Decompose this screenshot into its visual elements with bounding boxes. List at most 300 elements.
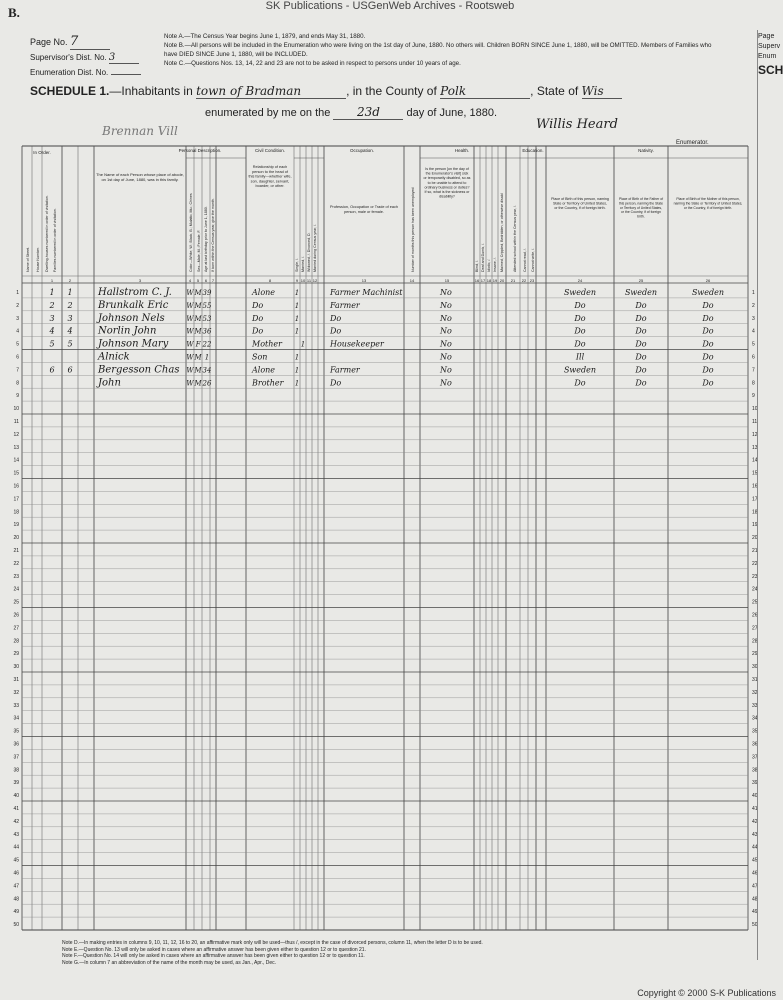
line-number-right: 24 bbox=[752, 586, 758, 593]
column-header-c1a: Name of Street. bbox=[26, 246, 30, 272]
column-header-c24: or the Country, if of foreign birth. bbox=[554, 206, 606, 211]
column-header-c6: Age at last birthday prior to June 1, 1880. bbox=[204, 206, 208, 272]
line-number-right: 38 bbox=[752, 767, 758, 774]
column-header-c16: Blind, /. bbox=[475, 260, 479, 272]
line-number-left: 38 bbox=[13, 767, 19, 774]
relationship-value: Son bbox=[252, 352, 268, 362]
birthplace-value: Do bbox=[574, 378, 586, 388]
line-number-left: 48 bbox=[13, 896, 19, 903]
line-number-right: 40 bbox=[752, 793, 758, 800]
town-value: town of Bradman bbox=[196, 84, 346, 99]
column-number: 13 bbox=[361, 278, 367, 283]
line-number-right: 20 bbox=[752, 535, 758, 542]
mother-birthplace-value: Do bbox=[702, 352, 714, 362]
column-number: 2 bbox=[68, 278, 72, 283]
person-name: Norlin John bbox=[98, 325, 157, 337]
birthplace-value: Do bbox=[574, 313, 586, 323]
age-value: 1 bbox=[204, 353, 210, 362]
sex-value: F bbox=[195, 340, 201, 349]
line-number-left: 35 bbox=[13, 728, 19, 735]
column-number: 6 bbox=[204, 278, 208, 283]
line-number-right: 42 bbox=[752, 818, 758, 825]
line-number-right: 28 bbox=[752, 638, 758, 645]
father-birthplace-value: Sweden bbox=[624, 288, 658, 297]
line-number-left: 2 bbox=[16, 302, 19, 309]
single-mark: 1 bbox=[294, 379, 300, 388]
faded-stamp: Brennan Vill bbox=[102, 124, 178, 138]
sex-value: M bbox=[194, 353, 202, 362]
line-number-right: 27 bbox=[752, 625, 758, 632]
column-header-c2: Families numbered in order of visitation. bbox=[53, 208, 57, 272]
person-name: Bergesson Chas bbox=[98, 364, 180, 376]
relationship-value: Do bbox=[252, 326, 264, 336]
column-number: 25 bbox=[638, 278, 644, 283]
line-number-left: 4 bbox=[16, 328, 19, 335]
line-number-left: 19 bbox=[13, 522, 19, 529]
age-value: 36 bbox=[202, 327, 212, 336]
family-number: 6 bbox=[67, 365, 73, 375]
line-number-left: 1 bbox=[16, 290, 19, 296]
column-header-c25: Place of Birth of the Father of bbox=[618, 197, 664, 201]
relationship-value: Do bbox=[252, 313, 264, 323]
column-header-c1b: House Number. bbox=[36, 247, 40, 272]
column-number: 23 bbox=[529, 278, 535, 283]
line-number-right: 43 bbox=[752, 831, 758, 838]
person-name: Alnick bbox=[98, 351, 130, 363]
group-header-health: Health. bbox=[454, 148, 470, 153]
line-number-right: 44 bbox=[752, 844, 758, 851]
age-value: 53 bbox=[202, 314, 212, 323]
adjacent-supervisor-label: Superv bbox=[758, 43, 781, 50]
group-header-occupation: Occupation. bbox=[349, 148, 375, 153]
occupation-value: Do bbox=[330, 326, 342, 336]
mother-birthplace-value: Do bbox=[702, 339, 714, 349]
line-number-right: 10 bbox=[752, 406, 758, 413]
line-number-left: 33 bbox=[13, 702, 19, 709]
sex-value: M bbox=[194, 301, 202, 310]
line-number-right: 29 bbox=[752, 651, 758, 658]
group-header-nativity: Nativity. bbox=[638, 148, 654, 153]
age-value: 22 bbox=[202, 340, 212, 349]
line-number-left: 24 bbox=[13, 586, 19, 593]
occupation-value: Farmer bbox=[330, 300, 360, 310]
color-value: W bbox=[186, 301, 194, 310]
dwelling-number: 5 bbox=[49, 339, 55, 349]
line-number-left: 22 bbox=[13, 560, 19, 567]
line-number-left: 40 bbox=[13, 793, 19, 800]
line-number-left: 11 bbox=[13, 419, 19, 425]
group-header-education: Education. bbox=[522, 148, 544, 153]
occupation-value: Farmer bbox=[330, 365, 360, 375]
family-number: 5 bbox=[67, 339, 73, 349]
supervisor-dist-value: 3 bbox=[109, 52, 139, 64]
line-number-left: 17 bbox=[13, 496, 19, 503]
line-number-left: 25 bbox=[13, 599, 19, 606]
note-c: Note C.—Questions Nos. 13, 14, 22 and 23 are not to be asked in respect to persons under 10 years of age. bbox=[164, 60, 461, 67]
column-header-c9: Single, /. bbox=[295, 258, 299, 272]
line-number-left: 49 bbox=[13, 909, 19, 916]
line-number-left: 50 bbox=[13, 922, 19, 929]
line-number-left: 39 bbox=[13, 780, 19, 787]
column-number: 26 bbox=[705, 278, 711, 283]
line-number-left: 27 bbox=[13, 625, 19, 632]
color-value: W bbox=[186, 366, 194, 375]
column-header-c25: or the Country, if of foreign bbox=[621, 210, 661, 215]
column-number: 4 bbox=[188, 278, 192, 283]
column-number: 21 bbox=[510, 278, 516, 283]
line-number-left: 21 bbox=[13, 548, 19, 554]
family-number: 3 bbox=[67, 313, 73, 323]
column-header-c13: Profession, Occupation or Trade of each bbox=[330, 205, 398, 209]
single-mark: 1 bbox=[294, 327, 300, 336]
line-number-left: 36 bbox=[13, 741, 19, 748]
line-number-right: 9 bbox=[752, 393, 755, 400]
adjacent-schedule-label: SCH bbox=[758, 63, 783, 77]
line-number-right: 48 bbox=[752, 896, 758, 903]
column-header-c3: on 1st day of June, 1880, was in this family. bbox=[101, 177, 179, 182]
page-number-value: 7 bbox=[70, 34, 110, 50]
line-number-left: 46 bbox=[13, 870, 19, 877]
column-header-c8: this family—whether wife, bbox=[248, 174, 292, 179]
column-number: 17 bbox=[480, 278, 486, 283]
mother-birthplace-value: Do bbox=[702, 378, 714, 388]
archive-banner: SK Publications - USGenWeb Archives - Rootsweb bbox=[265, 0, 515, 12]
line-number-left: 34 bbox=[13, 715, 19, 722]
enumerator-signature: Willis Heard bbox=[536, 117, 618, 132]
line-number-right: 33 bbox=[752, 702, 758, 709]
column-header-c25: or Territory of United States, bbox=[619, 205, 663, 210]
line-number-left: 37 bbox=[13, 754, 19, 761]
sex-value: M bbox=[194, 379, 202, 388]
sex-value: M bbox=[194, 289, 202, 297]
birthplace-value: Ill bbox=[575, 352, 585, 362]
occupation-value: Do bbox=[330, 378, 342, 388]
column-header-c22: Cannot read, /. bbox=[523, 248, 527, 272]
color-value: W bbox=[186, 379, 194, 388]
column-number: 19 bbox=[492, 278, 498, 283]
column-number: 8 bbox=[268, 278, 272, 283]
adjacent-page-edge bbox=[757, 30, 781, 960]
mother-birthplace-value: Do bbox=[702, 300, 714, 310]
column-header-c26: naming the State or Territory of United States, bbox=[673, 201, 743, 206]
column-number: 10 bbox=[300, 278, 306, 283]
line-number-right: 17 bbox=[752, 496, 758, 503]
line-number-right: 45 bbox=[752, 857, 758, 864]
line-number-left: 6 bbox=[16, 354, 19, 361]
column-number: 20 bbox=[499, 278, 505, 283]
column-header-c15: to be unable to attend to bbox=[427, 180, 467, 185]
line-number-right: 8 bbox=[752, 380, 755, 387]
father-birthplace-value: Do bbox=[635, 378, 647, 388]
footnote-f: Note F.—Question No. 14 will only be asked in cases where an affirmative answer has been given either to question 12 or to question 11. bbox=[62, 953, 365, 960]
line-number-left: 14 bbox=[13, 457, 19, 464]
sex-value: M bbox=[194, 366, 202, 375]
column-header-c19: Insane, /. bbox=[493, 257, 497, 272]
sex-value: M bbox=[194, 327, 202, 336]
line-number-right: 22 bbox=[752, 560, 758, 567]
line-number-left: 23 bbox=[13, 573, 19, 580]
occupation-value: Farmer Machinist bbox=[330, 288, 403, 297]
line-number-left: 42 bbox=[13, 818, 19, 825]
column-header-c15: ordinary business or duties? bbox=[424, 185, 470, 190]
state-value: Wis bbox=[582, 84, 622, 99]
line-number-right: 2 bbox=[752, 302, 755, 309]
line-number-left: 44 bbox=[13, 844, 19, 851]
age-value: 55 bbox=[202, 301, 212, 310]
line-number-right: 31 bbox=[752, 677, 758, 683]
line-number-left: 28 bbox=[13, 638, 19, 645]
line-number-right: 21 bbox=[752, 548, 758, 554]
line-number-right: 5 bbox=[752, 341, 755, 348]
schedule-line: SCHEDULE 1.—Inhabitants in town of Bradman , in the County of Polk , State of Wis bbox=[30, 84, 622, 99]
column-number: 1 bbox=[50, 278, 54, 283]
column-header-c25: this person, naming the State bbox=[618, 201, 664, 206]
column-number: 11 bbox=[306, 278, 312, 283]
line-number-left: 8 bbox=[16, 380, 19, 387]
line-number-left: 3 bbox=[16, 315, 19, 322]
color-value: W bbox=[186, 340, 194, 349]
line-number-right: 6 bbox=[752, 354, 755, 361]
column-header-c14: Number of months this person has been unemployed bbox=[411, 187, 415, 272]
column-header-c8: Relationship of each bbox=[252, 165, 288, 169]
column-header-c5: Sex—Male, M.; Female, F. bbox=[197, 229, 201, 272]
line-number-right: 34 bbox=[752, 715, 758, 722]
enumeration-dist-field: Enumeration Dist. No. bbox=[30, 68, 141, 77]
line-number-left: 29 bbox=[13, 651, 19, 658]
column-header-c26: or the Country, if of foreign birth. bbox=[683, 205, 733, 210]
column-header-c15: If so, what is the sickness or bbox=[424, 190, 470, 194]
line-number-right: 16 bbox=[752, 483, 758, 490]
sickness-value: No bbox=[440, 339, 452, 349]
occupation-value: Do bbox=[330, 313, 342, 323]
column-number: 16 bbox=[474, 278, 480, 283]
group-header-civil: Civil Condition. bbox=[254, 148, 286, 153]
relationship-value: Brother bbox=[252, 378, 284, 388]
father-birthplace-value: Do bbox=[635, 300, 647, 310]
dwelling-number: 4 bbox=[49, 326, 55, 336]
line-number-left: 41 bbox=[13, 806, 19, 812]
column-header-c3: The Name of each Person whose place of abode, bbox=[96, 172, 184, 177]
line-number-right: 39 bbox=[752, 780, 758, 787]
single-mark: 1 bbox=[294, 314, 300, 323]
line-number-left: 10 bbox=[13, 406, 19, 413]
mother-birthplace-value: Do bbox=[702, 365, 714, 375]
line-number-left: 9 bbox=[16, 393, 19, 400]
line-number-right: 7 bbox=[752, 367, 755, 374]
line-number-right: 32 bbox=[752, 689, 758, 696]
column-header-c8: son, daughter, servant, bbox=[250, 179, 290, 184]
sickness-value: No bbox=[440, 300, 452, 310]
line-number-left: 31 bbox=[13, 677, 19, 683]
supervisor-dist-field: Supervisor's Dist. No. 3 bbox=[30, 52, 139, 64]
line-number-right: 19 bbox=[752, 522, 758, 529]
column-header-c17: Deaf and Dumb, /. bbox=[481, 242, 485, 272]
relationship-value: Alone bbox=[252, 365, 276, 375]
line-number-right: 30 bbox=[752, 664, 758, 671]
column-header-c20: Maimed, Crippled, Bedridden, or otherwise disabl bbox=[500, 193, 504, 272]
column-header-c10: Married, /. bbox=[301, 255, 305, 272]
column-header-c15: disability? bbox=[439, 194, 455, 199]
line-number-left: 16 bbox=[13, 483, 19, 490]
line-number-left: 13 bbox=[13, 444, 19, 451]
dwelling-number: 2 bbox=[49, 300, 55, 310]
color-value: W bbox=[186, 289, 194, 297]
footnote-g: Note G.—In column 7 an abbreviation of the name of the month may be used, as Jan., Apr., Dec. bbox=[62, 959, 277, 966]
line-number-right: 3 bbox=[752, 315, 755, 322]
birthplace-value: Do bbox=[574, 326, 586, 336]
line-number-left: 7 bbox=[16, 367, 19, 374]
column-header-c25: birth. bbox=[637, 214, 645, 219]
line-number-right: 14 bbox=[752, 457, 758, 464]
column-header-c13: person, male or female. bbox=[344, 209, 384, 214]
line-number-right: 35 bbox=[752, 728, 758, 735]
column-number: 18 bbox=[486, 278, 492, 283]
single-mark: 1 bbox=[294, 366, 300, 375]
group-header-personal: Personal Description. bbox=[178, 148, 222, 153]
column-header-c26: Place of Birth of the Mother of this person, bbox=[676, 197, 740, 201]
relationship-value: Do bbox=[252, 300, 264, 310]
sickness-value: No bbox=[440, 288, 452, 297]
county-value: Polk bbox=[440, 84, 530, 99]
line-number-right: 49 bbox=[752, 909, 758, 916]
color-value: W bbox=[186, 327, 194, 336]
column-header-c1: Dwelling-houses numbered in order of visitation. bbox=[45, 195, 49, 272]
sickness-value: No bbox=[440, 326, 452, 336]
line-number-right: 26 bbox=[752, 612, 758, 619]
sex-value: M bbox=[194, 314, 202, 323]
column-header-c24: State or Territory of United States, bbox=[552, 201, 608, 206]
footnote-e: Note E.—Question No. 13 will only be asked in cases where an affirmative answer has been given either to question 12 or to question 21. bbox=[62, 946, 366, 953]
family-number: 1 bbox=[67, 288, 73, 297]
line-number-left: 20 bbox=[13, 535, 19, 542]
single-mark: 1 bbox=[294, 289, 300, 297]
column-number: 7 bbox=[211, 278, 215, 283]
birthplace-value: Do bbox=[574, 300, 586, 310]
footnotes bbox=[62, 940, 722, 966]
column-header-c15: the Enumerator's visit] sick bbox=[425, 171, 469, 176]
line-number-right: 1 bbox=[752, 290, 755, 296]
single-mark: 1 bbox=[294, 353, 300, 362]
line-number-left: 45 bbox=[13, 857, 19, 864]
line-number-left: 5 bbox=[16, 341, 19, 348]
line-number-left: 43 bbox=[13, 831, 19, 838]
line-number-right: 12 bbox=[752, 431, 758, 438]
note-a: Note A.—The Census Year begins June 1, 1879, and ends May 31, 1880. bbox=[164, 33, 366, 40]
page-number-field: Page No. 7 bbox=[30, 34, 110, 50]
column-header-c7: If born within the Census year, give the month. bbox=[211, 198, 215, 272]
line-number-left: 12 bbox=[13, 431, 19, 438]
line-number-right: 47 bbox=[752, 883, 758, 890]
adjacent-enum-label: Enum bbox=[758, 53, 777, 60]
column-number: 24 bbox=[577, 278, 583, 283]
column-header-c15: or temporarily disabled, so as bbox=[423, 176, 471, 181]
person-name: John bbox=[98, 377, 121, 389]
birthplace-value: Do bbox=[574, 339, 586, 349]
column-number: 5 bbox=[196, 278, 200, 283]
occupation-value: Housekeeper bbox=[330, 339, 384, 349]
father-birthplace-value: Do bbox=[635, 339, 647, 349]
dwelling-number: 1 bbox=[49, 288, 55, 297]
dwelling-number: 3 bbox=[49, 313, 55, 323]
sickness-value: No bbox=[440, 378, 452, 388]
line-number-left: 15 bbox=[13, 470, 19, 477]
column-number: 15 bbox=[444, 278, 450, 283]
color-value: W bbox=[186, 314, 194, 323]
line-number-right: 23 bbox=[752, 573, 758, 580]
line-number-left: 32 bbox=[13, 689, 19, 696]
father-birthplace-value: Do bbox=[635, 352, 647, 362]
sickness-value: No bbox=[440, 365, 452, 375]
line-number-right: 50 bbox=[752, 922, 758, 929]
enumerated-line: enumerated by me on the 23d day of June, 1880. bbox=[205, 105, 497, 119]
group-header-in_order: In Order. bbox=[33, 150, 51, 155]
birthplace-value: Sweden bbox=[563, 288, 597, 297]
column-header-c11: Widowed, /. Divorced, D. bbox=[307, 232, 311, 272]
line-number-left: 26 bbox=[13, 612, 19, 619]
line-number-left: 47 bbox=[13, 883, 19, 890]
color-value: W bbox=[186, 353, 194, 362]
birthplace-value: Sweden bbox=[563, 365, 597, 375]
line-number-right: 13 bbox=[752, 444, 758, 451]
column-header-c8: boarder, or other. bbox=[255, 184, 285, 189]
column-header-c12: Married during Census year, /. bbox=[313, 223, 317, 272]
column-header-c4: Color—White, W.; Black, B.; Mulatto, Mu.; Chines bbox=[189, 193, 193, 272]
family-number: 4 bbox=[67, 326, 73, 336]
column-header-c15: Is the person [on the day of bbox=[425, 167, 469, 171]
column-number: 14 bbox=[409, 278, 415, 283]
person-name: Johnson Nels bbox=[98, 312, 165, 324]
column-header-c23: Cannot write, /. bbox=[531, 247, 535, 272]
line-number-right: 18 bbox=[752, 509, 758, 516]
age-value: 34 bbox=[202, 366, 212, 375]
married-mark: 1 bbox=[300, 340, 306, 349]
father-birthplace-value: Do bbox=[635, 326, 647, 336]
line-number-right: 36 bbox=[752, 741, 758, 748]
father-birthplace-value: Do bbox=[635, 313, 647, 323]
column-number: 9 bbox=[295, 278, 299, 283]
column-header-c24: Place of Birth of this person, naming bbox=[551, 197, 609, 201]
column-header-c18: Idiotic, /. bbox=[487, 258, 491, 272]
line-number-left: 18 bbox=[13, 509, 19, 516]
line-number-right: 11 bbox=[752, 419, 758, 425]
family-number: 2 bbox=[67, 300, 73, 310]
line-number-left: 30 bbox=[13, 664, 19, 671]
column-number: 22 bbox=[521, 278, 527, 283]
footnote-d: Note D.—In making entries in columns 9, 10, 11, 12, 16 to 20, an affirmative mark only will be used—thus /, except in the case of divorced persons, column 11, when the letter D is to be used. bbox=[62, 940, 483, 946]
line-number-right: 37 bbox=[752, 754, 758, 761]
column-number: 12 bbox=[312, 278, 318, 283]
column-number: 3 bbox=[138, 278, 142, 283]
copyright-notice: Copyright © 2000 S-K Publications bbox=[637, 988, 776, 998]
column-header-c21: Attended school within the Census year, /. bbox=[513, 205, 517, 272]
sickness-value: No bbox=[440, 313, 452, 323]
adjacent-page-label: Page bbox=[758, 33, 775, 40]
person-name: Johnson Mary bbox=[98, 338, 169, 350]
line-number-right: 46 bbox=[752, 870, 758, 877]
person-name: Hallstrom C. J. bbox=[98, 287, 172, 298]
enumerator-label: Enumerator. bbox=[676, 140, 709, 146]
person-name: Brunkalk Eric bbox=[98, 299, 169, 311]
father-birthplace-value: Do bbox=[635, 365, 647, 375]
column-header-c8: person to the head of bbox=[252, 169, 288, 174]
line-number-right: 4 bbox=[752, 328, 755, 335]
age-value: 39 bbox=[202, 289, 212, 297]
age-value: 26 bbox=[202, 379, 212, 388]
relationship-value: Alone bbox=[252, 288, 276, 297]
note-b: Note B.—All persons will be included in the Enumeration who were living on the 1st day of June, 1880. No others will. Children BORN SINCE June 1, 1880, will be OMITTED. Members of Families who have DIED SINCE June 1, 1880, will be INCLUDED. bbox=[164, 42, 712, 58]
line-number-right: 25 bbox=[752, 599, 758, 606]
line-number-right: 41 bbox=[752, 806, 758, 812]
